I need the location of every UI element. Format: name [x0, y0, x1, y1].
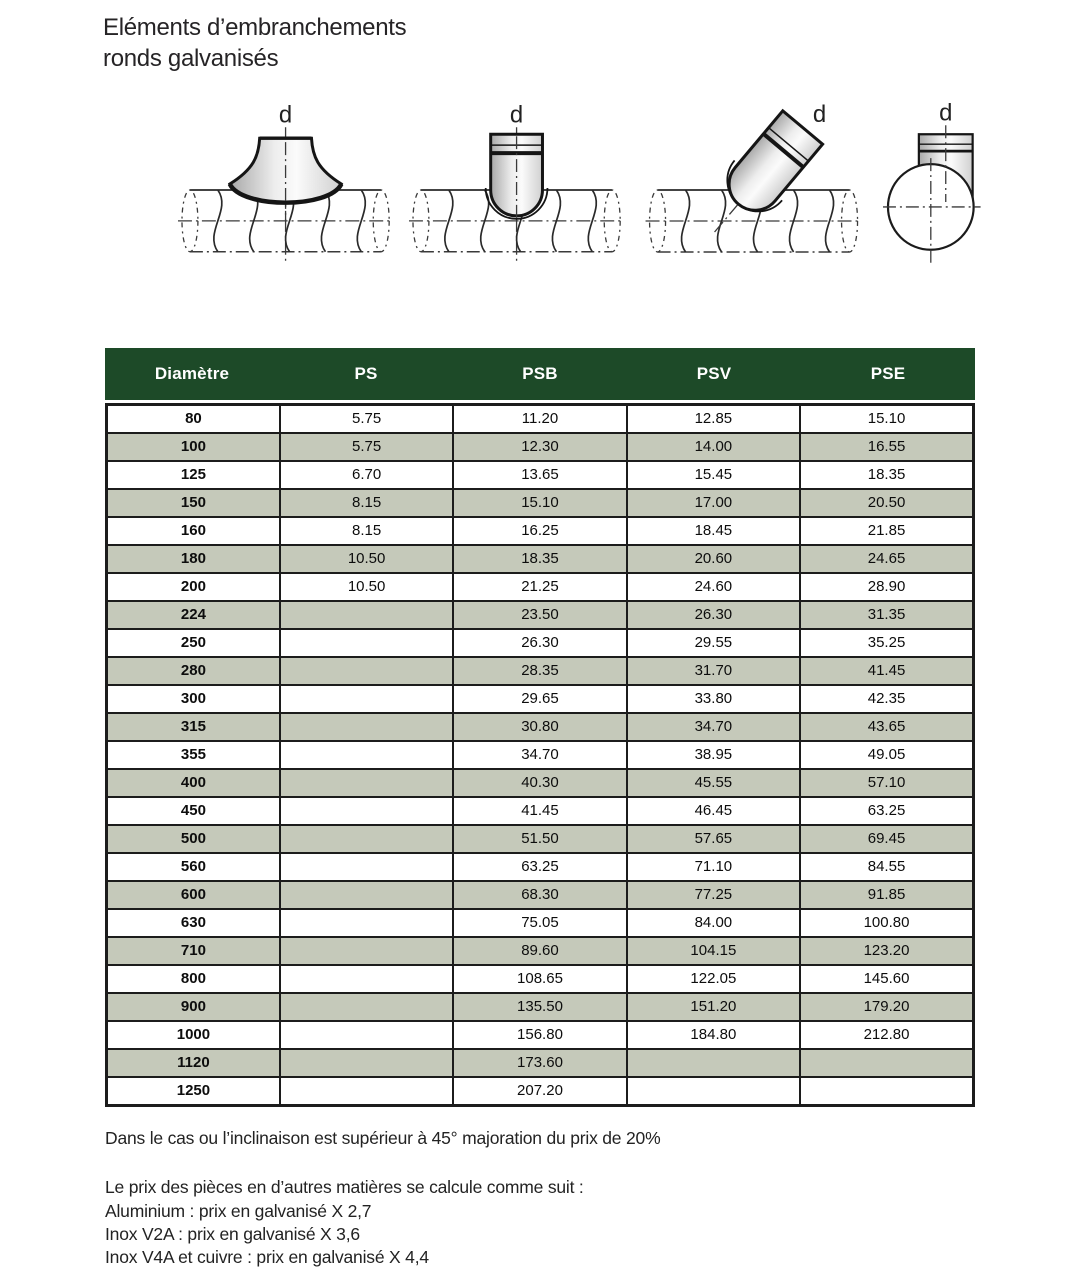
price-cell: 43.65 [800, 713, 973, 741]
column-header-diametre: Diamètre [154, 364, 230, 383]
price-cell: 46.45 [627, 797, 800, 825]
price-cell: 29.55 [627, 629, 800, 657]
table-row [107, 825, 974, 853]
price-cell: 15.45 [627, 461, 800, 489]
price-cell [280, 853, 453, 881]
diameter-label: d [939, 102, 953, 127]
price-cell: 33.80 [627, 685, 800, 713]
price-cell [280, 713, 453, 741]
table-row [107, 685, 974, 713]
price-cell [280, 797, 453, 825]
price-cell: 18.45 [627, 517, 800, 545]
table-row [107, 881, 974, 909]
price-cell: 49.05 [800, 741, 973, 769]
price-cell [280, 629, 453, 657]
price-cell: 77.25 [627, 881, 800, 909]
price-cell: 17.00 [627, 489, 800, 517]
diameter-cell: 500 [107, 825, 280, 853]
diameter-cell: 180 [107, 545, 280, 573]
table-row [107, 489, 974, 517]
price-cell: 69.45 [800, 825, 973, 853]
price-cell [280, 1021, 453, 1049]
table-row [107, 517, 974, 545]
ps-diagram [176, 102, 395, 272]
price-cell: 18.35 [453, 545, 626, 573]
table-row [107, 1049, 974, 1077]
price-cell: 26.30 [453, 629, 626, 657]
table-row [107, 713, 974, 741]
price-cell: 68.30 [453, 881, 626, 909]
price-cell: 5.75 [280, 405, 453, 434]
column-header-ps: PS [354, 364, 378, 383]
diameter-label: d [278, 102, 293, 129]
price-cell: 29.65 [453, 685, 626, 713]
table-row [107, 741, 974, 769]
diameter-cell: 200 [107, 573, 280, 601]
diameter-cell: 160 [107, 517, 280, 545]
page-title-line2: ronds galvanisés [103, 45, 279, 72]
table-row [107, 573, 974, 601]
price-cell [800, 1077, 973, 1106]
diameter-cell: 280 [107, 657, 280, 685]
price-cell: 13.65 [453, 461, 626, 489]
diameter-cell: 355 [107, 741, 280, 769]
price-cell: 8.15 [280, 517, 453, 545]
diameter-cell: 710 [107, 937, 280, 965]
price-cell: 18.35 [800, 461, 973, 489]
price-cell [280, 937, 453, 965]
price-cell: 8.15 [280, 489, 453, 517]
price-cell: 38.95 [627, 741, 800, 769]
price-cell: 179.20 [800, 993, 973, 1021]
price-cell: 6.70 [280, 461, 453, 489]
price-cell [280, 1077, 453, 1106]
price-cell [280, 685, 453, 713]
price-cell: 23.50 [453, 601, 626, 629]
price-cell: 31.70 [627, 657, 800, 685]
diameter-cell: 1120 [107, 1049, 280, 1077]
psb-diagram [407, 102, 626, 272]
price-cell: 26.30 [627, 601, 800, 629]
price-cell: 145.60 [800, 965, 973, 993]
column-header-psb: PSB [522, 364, 558, 383]
diameter-cell: 1000 [107, 1021, 280, 1049]
price-cell: 21.25 [453, 573, 626, 601]
price-cell [280, 825, 453, 853]
price-cell: 12.30 [453, 433, 626, 461]
table-row [107, 1077, 974, 1106]
diameter-cell: 315 [107, 713, 280, 741]
psv-diagram [638, 102, 869, 272]
price-cell [627, 1077, 800, 1106]
column-header-psv: PSV [696, 364, 732, 383]
price-cell: 31.35 [800, 601, 973, 629]
diameter-cell: 150 [107, 489, 280, 517]
price-cell: 20.50 [800, 489, 973, 517]
diameter-cell: 900 [107, 993, 280, 1021]
price-cell: 57.65 [627, 825, 800, 853]
table-row [107, 433, 974, 461]
price-cell: 34.70 [453, 741, 626, 769]
price-cell [280, 1049, 453, 1077]
diameter-cell: 560 [107, 853, 280, 881]
price-cell: 41.45 [453, 797, 626, 825]
price-cell: 207.20 [453, 1077, 626, 1106]
material-line-inox-v2a: Inox V2A : prix en galvanisé X 3,6 [105, 1224, 360, 1244]
table-row [107, 629, 974, 657]
table-row [107, 1021, 974, 1049]
price-cell: 89.60 [453, 937, 626, 965]
price-cell: 42.35 [800, 685, 973, 713]
price-cell: 34.70 [627, 713, 800, 741]
price-cell: 11.20 [453, 405, 626, 434]
price-cell [280, 881, 453, 909]
price-cell: 10.50 [280, 573, 453, 601]
technical-drawings [176, 102, 986, 287]
price-cell [800, 1049, 973, 1077]
table-row [107, 993, 974, 1021]
price-cell: 5.75 [280, 433, 453, 461]
table-row [107, 545, 974, 573]
price-cell: 16.25 [453, 517, 626, 545]
angled-branch-shape [715, 108, 827, 224]
price-table-header [105, 348, 975, 400]
price-cell: 122.05 [627, 965, 800, 993]
table-row [107, 909, 974, 937]
price-cell: 156.80 [453, 1021, 626, 1049]
diameter-cell: 80 [107, 405, 280, 434]
price-cell: 151.20 [627, 993, 800, 1021]
column-header-pse: PSE [870, 364, 906, 383]
price-cell: 15.10 [800, 405, 973, 434]
diameter-cell: 1250 [107, 1077, 280, 1106]
price-cell [280, 601, 453, 629]
price-cell: 12.85 [627, 405, 800, 434]
price-cell: 63.25 [800, 797, 973, 825]
price-cell [280, 993, 453, 1021]
diameter-cell: 450 [107, 797, 280, 825]
diameter-cell: 100 [107, 433, 280, 461]
diameter-label: d [510, 102, 524, 129]
diameter-cell: 224 [107, 601, 280, 629]
price-cell: 24.65 [800, 545, 973, 573]
price-cell: 40.30 [453, 769, 626, 797]
price-cell: 91.85 [800, 881, 973, 909]
price-cell [280, 657, 453, 685]
price-cell: 104.15 [627, 937, 800, 965]
price-cell: 15.10 [453, 489, 626, 517]
table-row [107, 769, 974, 797]
price-cell: 123.20 [800, 937, 973, 965]
price-table-body [107, 405, 974, 1106]
table-row [107, 657, 974, 685]
diameter-cell: 400 [107, 769, 280, 797]
price-cell: 24.60 [627, 573, 800, 601]
price-cell: 100.80 [800, 909, 973, 937]
table-row [107, 601, 974, 629]
table-row [107, 797, 974, 825]
inclination-note: Dans le cas ou l’inclinaison est supérieur à 45° majoration du prix de 20% [105, 1128, 661, 1148]
price-cell: 20.60 [627, 545, 800, 573]
material-line-aluminium: Aluminium : prix en galvanisé X 2,7 [105, 1201, 372, 1221]
price-cell: 41.45 [800, 657, 973, 685]
price-cell: 57.10 [800, 769, 973, 797]
price-cell [280, 909, 453, 937]
price-cell [280, 769, 453, 797]
table-row [107, 937, 974, 965]
price-cell [280, 965, 453, 993]
price-cell: 212.80 [800, 1021, 973, 1049]
diameter-cell: 630 [107, 909, 280, 937]
price-cell: 16.55 [800, 433, 973, 461]
price-cell: 135.50 [453, 993, 626, 1021]
diameter-cell: 600 [107, 881, 280, 909]
price-cell: 75.05 [453, 909, 626, 937]
diameter-cell: 125 [107, 461, 280, 489]
diameter-cell: 250 [107, 629, 280, 657]
page-title-line1: Eléments d’embranchements [103, 14, 407, 41]
price-cell: 108.65 [453, 965, 626, 993]
table-row [107, 405, 974, 434]
table-row [107, 965, 974, 993]
diameter-label: d [813, 102, 827, 128]
price-cell: 21.85 [800, 517, 973, 545]
price-cell: 173.60 [453, 1049, 626, 1077]
price-cell: 45.55 [627, 769, 800, 797]
materials-note [105, 1176, 584, 1268]
price-cell: 28.90 [800, 573, 973, 601]
diameter-cell: 800 [107, 965, 280, 993]
price-cell: 51.50 [453, 825, 626, 853]
price-cell: 14.00 [627, 433, 800, 461]
price-table [105, 348, 975, 1107]
material-line-inox-v4a: Inox V4A et cuivre : prix en galvanisé X 4,4 [105, 1247, 429, 1267]
price-cell: 35.25 [800, 629, 973, 657]
price-cell: 10.50 [280, 545, 453, 573]
price-cell: 184.80 [627, 1021, 800, 1049]
price-cell: 84.00 [627, 909, 800, 937]
price-cell: 30.80 [453, 713, 626, 741]
table-row [107, 853, 974, 881]
page-title [103, 12, 406, 74]
diameter-cell: 300 [107, 685, 280, 713]
price-cell [627, 1049, 800, 1077]
table-row [107, 461, 974, 489]
pse-diagram [881, 102, 986, 284]
materials-intro: Le prix des pièces en d’autres matières se calcule comme suit : [105, 1177, 584, 1197]
price-cell: 28.35 [453, 657, 626, 685]
price-cell: 84.55 [800, 853, 973, 881]
price-cell: 71.10 [627, 853, 800, 881]
price-cell: 63.25 [453, 853, 626, 881]
price-cell [280, 741, 453, 769]
